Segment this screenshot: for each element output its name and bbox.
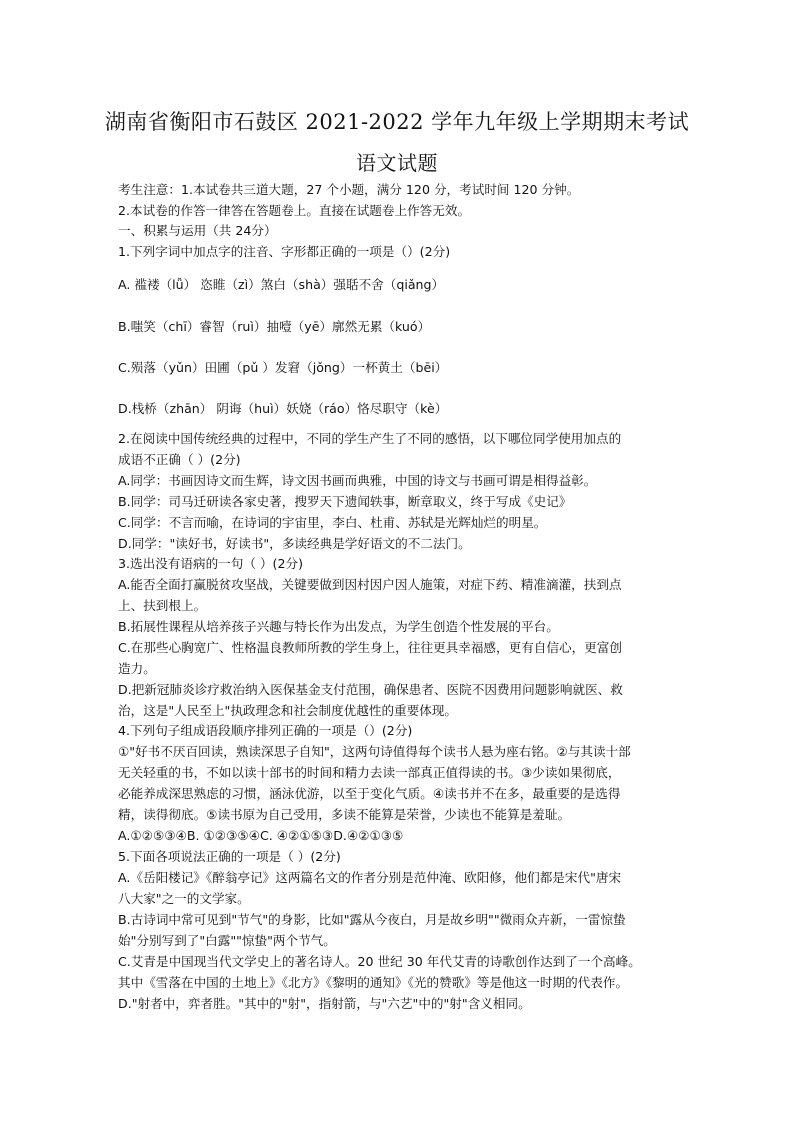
q1-stem: 1.下列字词中加点字的注音、字形都正确的一项是（）(2分) [118,244,451,259]
q4-passage-line-4: 精，读得彻底。⑤读书原为自己受用，多读不能算是荣誉，少读也不能算是羞耻。 [118,807,571,822]
q4-passage-line-3: 必能养成深思熟虑的习惯，涵泳优游，以至于变化气质。④读书并不在多，最重要的是选得 [118,786,621,801]
exam-title: 湖南省衡阳市石鼓区 2021-2022 学年九年级上学期期末考试 [104,110,690,134]
q2-option-d: D.同学："读好书，好读书"，多读经典是学好语文的不二法门。 [118,536,471,551]
q5-option-d: D."射者中，弈者胜。"其中的"射"，指射箭，与"六艺"中的"射"含义相同。 [118,996,531,1011]
q2-option-c: C.同学：不言而喻，在诗词的宇宙里，李白、杜甫、苏轼是光辉灿烂的明星。 [118,515,547,530]
q3-option-c-line-1: C.在那些心胸宽广、性格温良教师所教的学生身上，往往更具幸福感，更有自信心，更富创 [118,640,622,655]
q5-stem: 5.下面各项说法正确的一项是（ ）(2分) [118,849,341,864]
q3-option-d-line-2: 治，这是"人民至上"执政理念和社会制度优越性的重要体现。 [118,703,458,718]
q5-option-a-line-1: A.《岳阳楼记》《醉翁亭记》这两篇名文的作者分别是范仲淹、欧阳修，他们都是宋代"唐宋 [118,870,622,885]
q4-passage-line-2: 无关轻重的书，不如以读十部书的时间和精力去读一部真正值得读的书。③少读如果彻底， [118,765,621,780]
q3-option-d-line-1: D.把新冠肺炎诊疗救治纳入医保基金支付范围，确保患者、医院不因费用问题影响就医、救 [118,682,623,697]
q5-option-c-line-1: C.艾青是中国现当代文学史上的著名诗人。20 世纪 30 年代艾青的诗歌创作达到了一个高峰。 [118,954,641,969]
q1-option-a: A. 褴褛（lǚ） 恣睢（zì）煞白（shà）强聒不舍（qiǎng） [118,277,445,292]
q5-option-b-line-1: B.古诗词中常可见到"节气"的身影，比如"露从今夜白，月是故乡明""微雨众卉新，一雷惊蛰 [118,912,626,927]
q1-option-b: B.嗤笑（chī）睿智（ruì）抽噎（yē）廓然无累（kuó） [118,319,431,334]
q3-stem: 3.选出没有语病的一句（ ）(2分) [118,556,303,571]
q4-options: A.①②⑤③④B. ①②③⑤④C. ④②①⑤③D.④②①③⑤ [118,828,404,843]
q3-option-a-line-2: 上、扶到根上。 [118,598,207,613]
q2-option-b: B.同学：司马迁研读各家史著，搜罗天下遗闻轶事，断章取义，终于写成《史记》 [118,494,572,509]
q3-option-a-line-1: A.能否全面打赢脱贫攻坚战，关键要做到因村因户因人施策，对症下药、精准滴灌，扶到点 [118,577,622,592]
q5-option-c-line-2: 其中《雪落在中国的土地上》《北方》《黎明的通知》《光的赞歌》等是他这一时期的代表作。 [118,975,629,990]
q1-option-c: C.殒落（yǔn）田圃（pǔ ）发窘（jǒng）一杯黄土（bēi） [118,360,448,375]
q4-stem: 4.下列句子组成语段顺序排列正确的一项是（）(2分) [118,723,413,738]
exam-subtitle: 语文试题 [356,151,438,175]
q5-option-b-line-2: 始"分别写到了"白露""惊蛰"两个节气。 [118,933,336,948]
q3-option-c-line-2: 造力。 [118,661,156,676]
notice-line-2: 2.本试卷的作答一律答在答题卷上。直接在试题卷上作答无效。 [118,203,471,218]
q4-passage-line-1: ①"好书不厌百回读，熟读深思子自知"，这两句诗值得每个读书人悬为座右铭。②与其读十部 [118,744,631,759]
section-1-heading: 一、积累与运用（共 24分） [118,223,277,238]
q5-option-a-line-2: 八大家"之一的文学家。 [118,891,250,906]
q2-stem-line-1: 2.在阅读中国传统经典的过程中，不同的学生产生了不同的感悟，以下哪位同学使用加点的 [118,431,622,446]
q3-option-b: B.拓展性课程从培养孩子兴趣与特长作为出发点，为学生创造个性发展的平台。 [118,619,559,634]
notice-line-1: 考生注意：1.本试卷共三道大题，27 个小题，满分 120 分，考试时间 120 分钟。 [118,182,580,197]
q2-stem-line-2: 成语不正确（ ）(2分) [118,452,241,467]
q1-option-d: D.栈桥（zhān） 阴诲（huì）妖娆（ráo）恪尽职守（kè） [118,401,448,416]
q2-option-a: A.同学：书画因诗文而生辉，诗文因书画而典雅，中国的诗文与书画可谓是相得益彰。 [118,473,597,488]
